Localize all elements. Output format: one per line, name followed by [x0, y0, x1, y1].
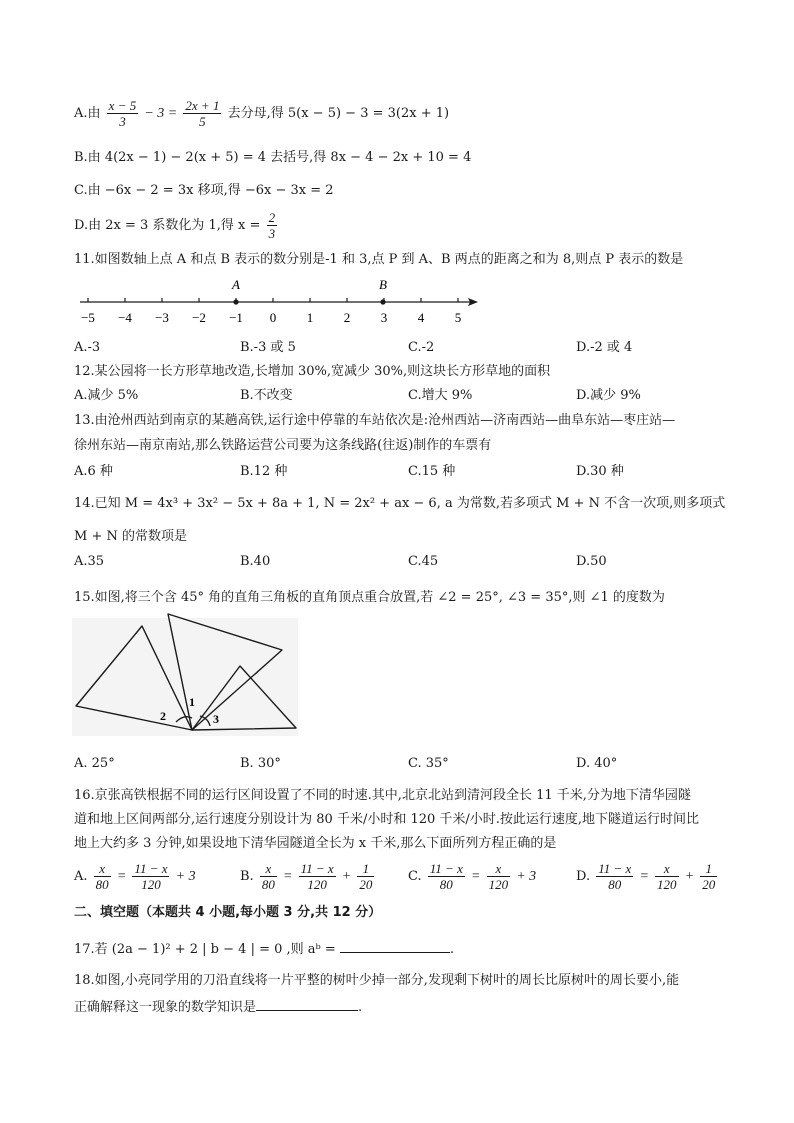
- q11-stem: 11.如图数轴上点 A 和点 B 表示的数分别是-1 和 3,点 P 到 A、B 两点的距离之和为 8,则点 P 表示的数是: [74, 252, 684, 267]
- q14-stem-line2: M + N 的常数项是: [74, 529, 187, 544]
- axis-tick-label: −2: [192, 310, 206, 325]
- q16-stem-line3: 地上大约多 3 分钟,如果设地下清华园隧道全长为 x 千米,那么下面所列方程正确的是: [74, 836, 557, 851]
- section-heading-fill-in: 二、填空题（本题共 4 小题,每小题 3 分,共 12 分）: [74, 905, 382, 920]
- axis-tick-label: −3: [155, 310, 169, 325]
- q12-option-b: B.不改变: [240, 388, 293, 403]
- q11-option-b: B.-3 或 5: [240, 340, 296, 355]
- q14-option-d: D.50: [576, 554, 607, 569]
- point-a-marker: [233, 299, 238, 304]
- q10-a-suffix: 去分母,得 5(x − 5) − 3 = 3(2x + 1): [227, 106, 450, 121]
- axis-tick-label: 2: [343, 310, 351, 325]
- q16-stem-line2: 道和地上区间两部分,运行速度分别设计为 80 千米/小时和 120 千米/小时.按此运行速度,地下隧道运行时间比: [74, 812, 700, 827]
- q13-option-d: D.30 种: [576, 464, 624, 479]
- q14-option-b: B.40: [240, 554, 271, 569]
- q14-option-a: A.35: [74, 554, 105, 569]
- axis-tick-label: 4: [417, 310, 425, 325]
- axis-tick-label: 3: [380, 310, 388, 325]
- axis-tick-label: −1: [229, 310, 243, 325]
- q13-stem-line1: 13.由沧州西站到南京的某趟高铁,运行途中停靠的车站依次是:沧州西站—济南西站—曲阜东站—枣庄站—: [74, 413, 676, 428]
- q18-stem-line1: 18.如图,小亮同学用的刀沿直线将一片平整的树叶少掉一部分,发现剩下树叶的周长比原树叶的周长要小,能: [74, 973, 680, 988]
- q13-option-b: B.12 种: [240, 464, 288, 479]
- q13-option-c: C.15 种: [408, 464, 456, 479]
- axis-tick-label: −4: [118, 310, 132, 325]
- angle-3-label: 3: [213, 712, 219, 726]
- q18-line2: 正确解释这一现象的数学知识是 .: [74, 996, 362, 1017]
- q16-option-d: D. $\frac{11 - x}{80}$ = $\frac{x}{120}$ + $\frac{1}{20}$: [576, 861, 716, 892]
- point-b-marker: [380, 299, 385, 304]
- q12-option-d: D.减少 9%: [576, 388, 641, 403]
- q10-a-middle: − 3 =: [144, 106, 178, 121]
- q16-option-c: C. $\frac{11 - x}{80}$ = $\frac{x}{120}$ + 3: [408, 861, 537, 892]
- q13-stem-line2: 徐州东站—南京南站,那么铁路运营公司要为这条线路(往返)制作的车票有: [74, 438, 492, 453]
- q15-option-b: B. 30°: [240, 756, 281, 771]
- q16-stem-line1: 16.京张高铁根据不同的运行区间设置了不同的时速.其中,北京北站到清河段全长 11 千米,分为地下清华园隧: [74, 788, 691, 803]
- q15-option-c: C. 35°: [408, 756, 449, 771]
- q11-option-d: D.-2 或 4: [576, 340, 633, 355]
- q15-stem: 15.如图,将三个含 45° 角的直角三角板的直角顶点重合放置,若 ∠2 = 25°, ∠3 = 35°,则 ∠1 的度数为: [74, 590, 665, 605]
- point-a-label: A: [232, 277, 240, 292]
- q12-stem: 12.某公园将一长方形草地改造,长增加 30%,宽减少 30%,则这块长方形草地的面积: [74, 364, 551, 379]
- q15-option-a: A. 25°: [74, 756, 115, 771]
- q12-option-a: A.减少 5%: [74, 388, 139, 403]
- q17-stem: 17.若 (2a − 1)² + 2 | b − 4 | = 0 ,则 aᵇ =: [74, 942, 336, 957]
- q12-option-c: C.增大 9%: [408, 388, 473, 403]
- q15-option-d: D. 40°: [576, 756, 618, 771]
- axis-tick-label: 0: [269, 310, 277, 325]
- fraction: $\frac{2x + 1}{5}$: [185, 98, 220, 129]
- q10-option-a: [74, 98, 449, 129]
- q17-line: 17.若 (2a − 1)² + 2 | b − 4 | = 0 ,则 aᵇ = .: [74, 938, 454, 959]
- number-line-figure: [74, 272, 484, 328]
- q18-answer-blank[interactable]: [256, 996, 358, 1011]
- q10-d-prefix: D.由 2x = 3 系数化为 1,得 x =: [74, 218, 261, 233]
- q10-option-b: B.由 4(2x − 1) − 2(x + 5) = 4 去括号,得 8x − 4 − 2x + 10 = 4: [74, 150, 472, 165]
- axis-tick-label: 1: [306, 310, 314, 325]
- q10-option-c: C.由 −6x − 2 = 3x 移项,得 −6x − 3x = 2: [74, 183, 334, 198]
- angle-2-label: 2: [160, 709, 166, 723]
- axis-tick-label: −5: [81, 310, 95, 325]
- fraction: $\frac{2}{3}$: [268, 210, 276, 241]
- q10-a-prefix: A.由: [74, 106, 101, 121]
- q17-answer-blank[interactable]: [340, 938, 450, 953]
- q14-stem-line1: 14.已知 M = 4x³ + 3x² − 5x + 8a + 1, N = 2x² + ax − 6, a 为常数,若多项式 M + N 不含一次项,则多项式: [74, 496, 726, 511]
- angle-1-label: 1: [189, 695, 195, 709]
- point-b-label: B: [379, 277, 387, 292]
- q13-option-a: A.6 种: [74, 464, 113, 479]
- q11-option-a: A.-3: [74, 340, 101, 355]
- q14-option-c: C.45: [408, 554, 439, 569]
- q16-option-a: A. $\frac{x}{80}$ = $\frac{11 - x}{120}$ + 3: [74, 861, 196, 892]
- q18-stem-line2: 正确解释这一现象的数学知识是: [74, 1000, 257, 1015]
- q16-option-b: B. $\frac{x}{80}$ = $\frac{11 - x}{120}$ + $\frac{1}{20}$: [240, 861, 373, 892]
- fraction: $\frac{x - 5}{3}$: [108, 98, 137, 129]
- axis-tick-label: 5: [454, 310, 462, 325]
- triangles-figure: [72, 610, 298, 736]
- q11-option-c: C.-2: [408, 340, 435, 355]
- q10-option-d: [74, 210, 279, 241]
